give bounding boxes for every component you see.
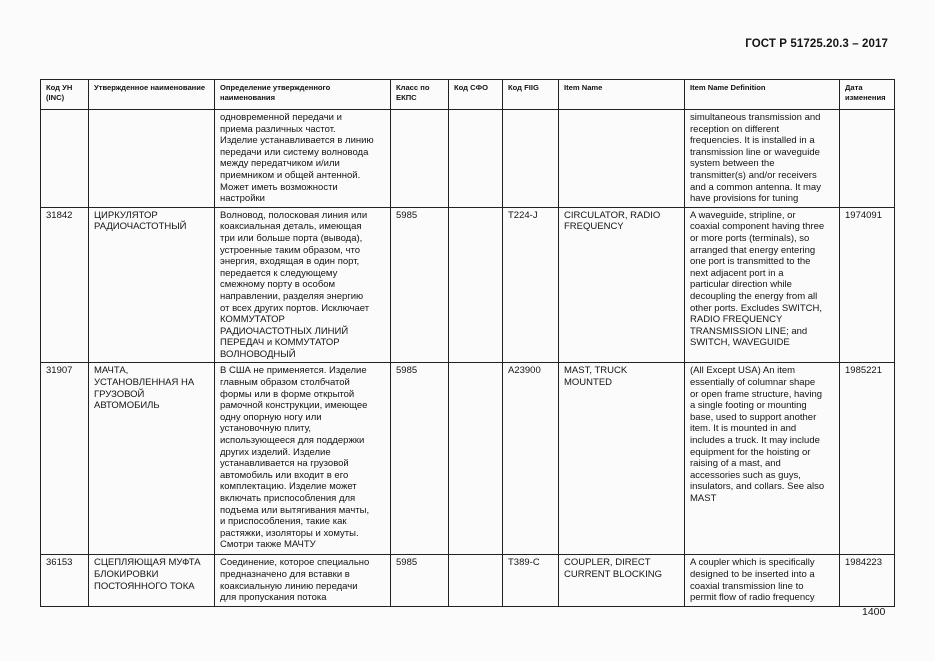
cell-name-ru: ЦИРКУЛЯТОР РАДИОЧАСТОТНЫЙ — [89, 207, 215, 363]
cell-class: 5985 — [391, 363, 449, 555]
cell-item-name: CIRCULATOR, RADIO FREQUENCY — [559, 207, 685, 363]
cell-item-name: COUPLER, DIRECT CURRENT BLOCKING — [559, 555, 685, 607]
cell-date: 1974091 — [840, 207, 895, 363]
cell-definition-ru: Соединение, которое специально предназначено для вставки в коаксиальную линию передачи для пропускания потока — [215, 555, 391, 607]
cell-definition-ru: В США не применяется. Изделие главным образом столбчатой формы или в форме открытой рамочной конструкции, имеющее одну опорную ногу или установочную плиту, использующееся для поддержки других изделий. Изделие устанавливается на грузовой автомобиль или входит в его комплектацию. Изделие может включать приспособления для подъема или вытягивания мачты, и приспособления, такие как растяжки, изоляторы и хомуты. Смотри также МАЧТУ — [215, 363, 391, 555]
column-header-item-name: Item Name — [559, 80, 685, 110]
cell-item-name: MAST, TRUCK MOUNTED — [559, 363, 685, 555]
cell-inc: 31842 — [41, 207, 89, 363]
cell-inc — [41, 110, 89, 208]
column-header-inc: Код УН (INC) — [41, 80, 89, 110]
cell-definition-en: simultaneous transmission and reception on different frequencies. It is installed in a transmission line or waveguide system between the transmitter(s) and/or receivers and a common antenna. It may have provisions for tuning — [685, 110, 840, 208]
table-row — [41, 555, 895, 607]
cell-definition-ru: Волновод, полосковая линия или коаксиальная деталь, имеющая три или больше порта (вывода), устроенные таким образом, что энергия, входящая в один порт, передается к следующему смежному порту в особом направлении, разделяя энергию от всех других портов. Исключает КОММУТАТОР РАДИОЧАСТОТНЫХ ЛИНИЙ ПЕРЕДАЧ и КОММУТАТОР ВОЛНОВОДНЫЙ — [215, 207, 391, 363]
cell-fiig — [503, 110, 559, 208]
cell-fiig: T224-J — [503, 207, 559, 363]
cell-sfo — [449, 207, 503, 363]
column-header-fiig: Код FIIG — [503, 80, 559, 110]
cell-fiig: A23900 — [503, 363, 559, 555]
document-code: ГОСТ Р 51725.20.3 – 2017 — [745, 38, 888, 50]
cell-inc: 31907 — [41, 363, 89, 555]
specification-table — [40, 79, 895, 607]
cell-name-ru: МАЧТА, УСТАНОВЛЕННАЯ НА ГРУЗОВОЙ АВТОМОБИЛЬ — [89, 363, 215, 555]
cell-definition-en: A waveguide, stripline, or coaxial component having three or more ports (terminals), so arranged that energy entering one port is transmitted to the next adjacent port in a particular direction while decoupling the energy from all other ports. Excludes SWITCH, RADIO FREQUENCY TRANSMISSION LINE; and SWITCH, WAVEGUIDE — [685, 207, 840, 363]
column-header-sfo: Код СФО — [449, 80, 503, 110]
cell-inc: 36153 — [41, 555, 89, 607]
cell-name-ru: СЦЕПЛЯЮЩАЯ МУФТА БЛОКИРОВКИ ПОСТОЯННОГО ТОКА — [89, 555, 215, 607]
cell-class: 5985 — [391, 555, 449, 607]
column-header-date: Дата изменения — [840, 80, 895, 110]
cell-date — [840, 110, 895, 208]
cell-date: 1984223 — [840, 555, 895, 607]
cell-sfo — [449, 110, 503, 208]
column-header-approved-name: Утвержденное наименование — [89, 80, 215, 110]
column-header-definition-ru: Определение утвержденного наименования — [215, 80, 391, 110]
cell-sfo — [449, 555, 503, 607]
cell-name-ru — [89, 110, 215, 208]
column-header-item-name-definition: Item Name Definition — [685, 80, 840, 110]
cell-fiig: T389-C — [503, 555, 559, 607]
cell-definition-ru: одновременной передачи и приема различных частот. Изделие устанавливается в линию передачи или систему волновода между передатчиком и/или приемником и общей антенной. Может иметь возможности настройки — [215, 110, 391, 208]
cell-item-name — [559, 110, 685, 208]
cell-sfo — [449, 363, 503, 555]
table-row — [41, 363, 895, 555]
column-header-class: Класс по ЕКПС — [391, 80, 449, 110]
table-header-row — [41, 80, 895, 110]
cell-class: 5985 — [391, 207, 449, 363]
cell-definition-en: A coupler which is specifically designed to be inserted into a coaxial transmission line to permit flow of radio frequency — [685, 555, 840, 607]
table-row — [41, 207, 895, 363]
page-number: 1400 — [862, 606, 886, 618]
cell-definition-en: (All Except USA) An item essentially of columnar shape or open frame structure, having a single footing or mounting base, used to support another item. It is mounted in and includes a truck. It may include equipment for the hoisting or raising of a mast, and accessories such as guys, insulators, and collars. See also MAST — [685, 363, 840, 555]
cell-date: 1985221 — [840, 363, 895, 555]
table-row — [41, 110, 895, 208]
cell-class — [391, 110, 449, 208]
